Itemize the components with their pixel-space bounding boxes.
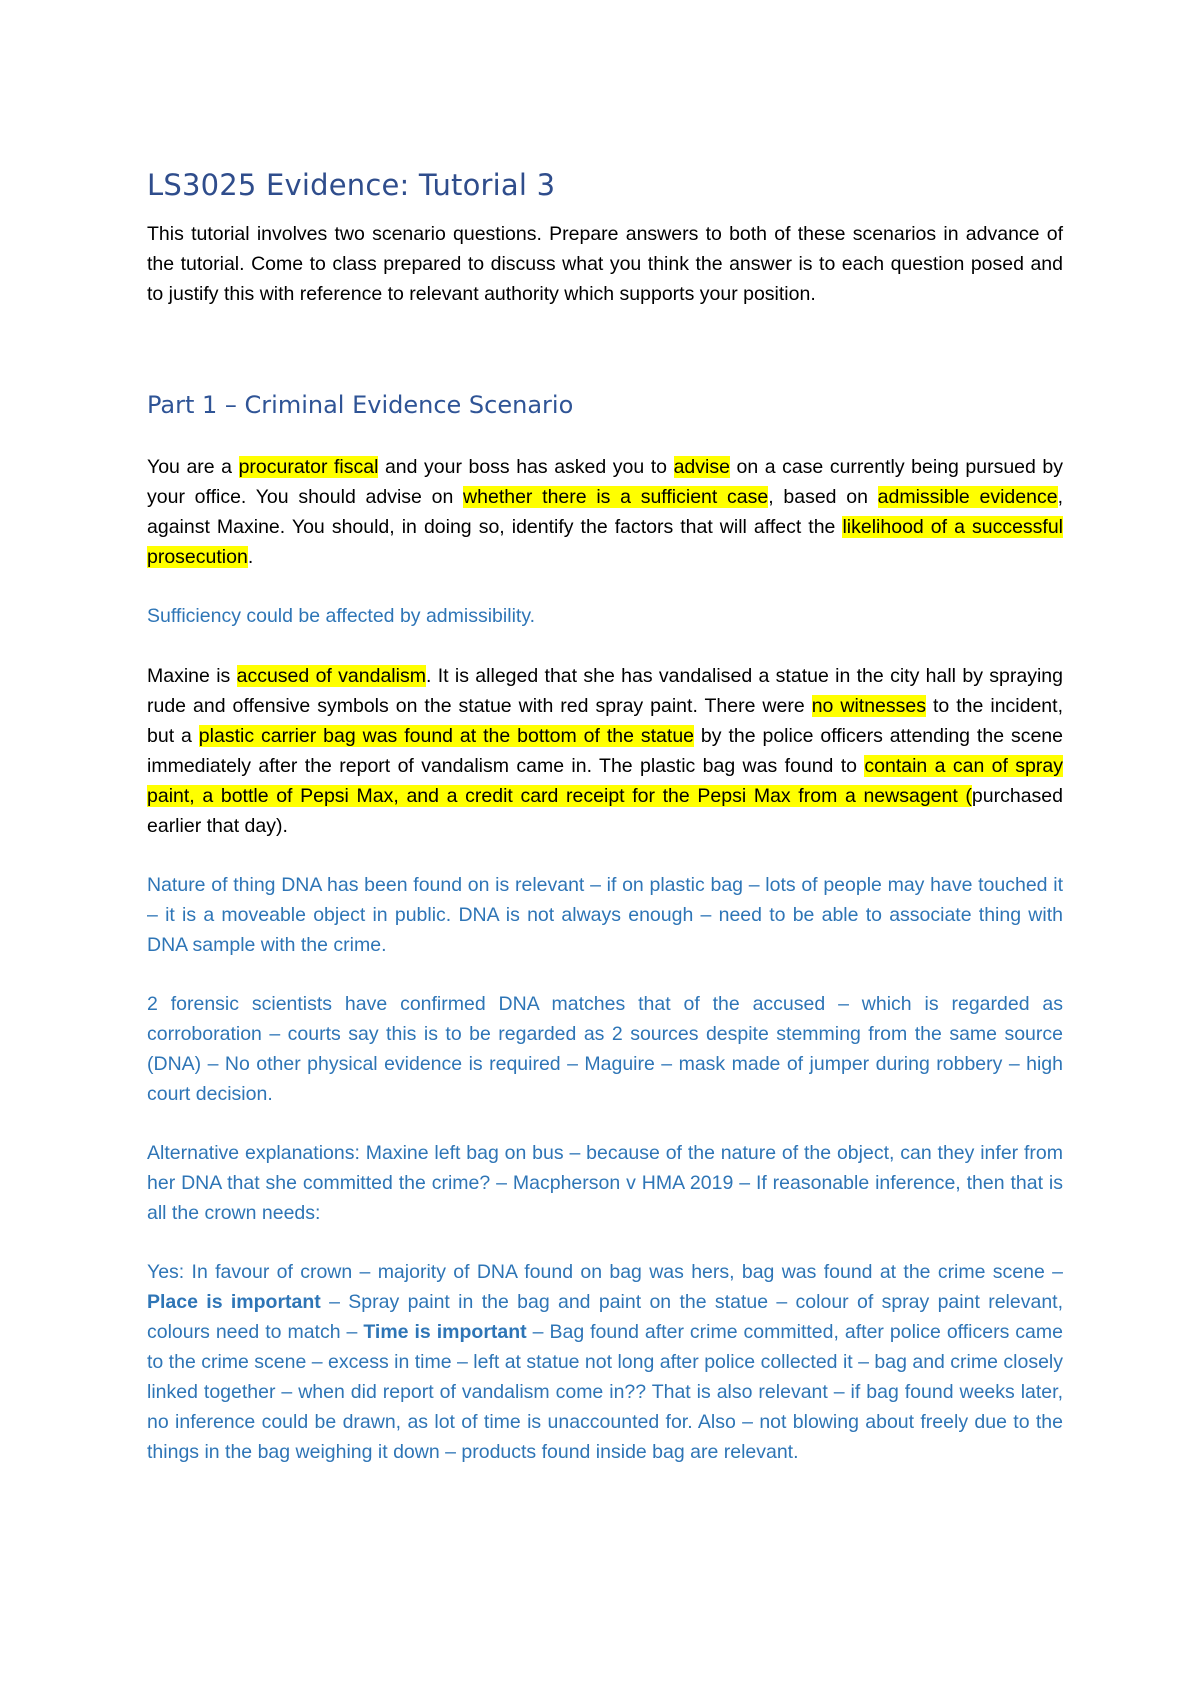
highlight-accused-of-vandalism: accused of vandalism [236, 665, 426, 687]
part1-heading: Part 1 – Criminal Evidence Scenario [147, 391, 574, 419]
note-alternative: Alternative explanations: Maxine left bag on bus – because of the nature of the object, can they infer from her DNA that she committed the crime? – Macpherson v HMA 2019 – If reasonable inference, then that is all the crown needs: [147, 1142, 1063, 1224]
highlight-successful-prosecution: likelihood of a successful prosecution [147, 516, 1064, 568]
facts-text: Maxine is [147, 665, 237, 687]
highlight-advise: advise [673, 456, 730, 478]
facts-paragraph [147, 661, 1063, 841]
facts-text: . It is alleged that she has vandalised a statue in the city hall by spraying rude and offensive symbols on the statue with red spray paint. There were [147, 665, 1063, 717]
note-dna-nature: Nature of thing DNA has been found on is relevant – if on plastic bag – lots of people may have touched it – it is a moveable object in public. DNA is not always enough – need to be able to associate thing with DNA sample with the crime. [147, 874, 1063, 956]
scenario-text: , against Maxine. You should, in doing so, identify the factors that will affect the [147, 486, 1063, 538]
intro-paragraph: This tutorial involves two scenario questions. Prepare answers to both of these scenarios in advance of the tutorial. Come to class prepared to discuss what you think the answer is to each question posed and to justify this with reference to relevant authority which supports your position. [147, 223, 1063, 305]
bold-place-is-important: Place is important [147, 1291, 321, 1313]
scenario-paragraph [147, 452, 1063, 572]
facts-text: by the police officers attending the scene immediately after the report of vandalism came in. The plastic bag was found to [147, 725, 1063, 777]
highlight-plastic-bag: plastic carrier bag was found at the bottom of the statue [198, 725, 695, 747]
note-text: – Bag found after crime committed, after police officers came to the crime scene – excess in time – left at statue not long after police collected it – bag and crime closely linked together – when did report of vandalism come in?? That is also relevant – if bag found weeks later, no inference could be drawn, as lot of time is unaccounted for. Also – not blowing about freely due to the things in the bag weighing it down – products found inside bag are relevant. [147, 1321, 1063, 1463]
document-title: LS3025 Evidence: Tutorial 3 [147, 168, 556, 202]
note-sufficiency: Sufficiency could be affected by admissibility. [147, 605, 536, 627]
highlight-sufficient-case: whether there is a sufficient case [463, 486, 769, 508]
highlight-procurator-fiscal: procurator fiscal [238, 456, 379, 478]
bold-time-is-important: Time is important [363, 1321, 527, 1343]
scenario-text: , based on [768, 486, 878, 508]
note-text: – Spray paint in the bag and paint on the statue – colour of spray paint relevant, colours need to match – [147, 1291, 1063, 1343]
highlight-admissible-evidence: admissible evidence [877, 486, 1058, 508]
note-text: Yes: In favour of crown – majority of DNA found on bag was hers, bag was found at the crime scene – [147, 1261, 1063, 1283]
facts-text: to the incident, but a [147, 695, 1063, 747]
scenario-text: You are a [147, 456, 239, 478]
highlight-no-witnesses: no witnesses [811, 695, 927, 717]
scenario-text: and your boss has asked you to [378, 456, 674, 478]
highlight-bag-contents: contain a can of spray paint, a bottle of Pepsi Max, and a credit card receipt for the Pepsi Max from a newsagent ( [147, 755, 1063, 807]
note-yes-in-favour-of-crown [147, 1257, 1063, 1467]
scenario-text: . [247, 546, 254, 568]
note-forensic: 2 forensic scientists have confirmed DNA matches that of the accused – which is regarded as corroboration – courts say this is to be regarded as 2 sources despite stemming from the same source (DNA) – No other physical evidence is required – Maguire – mask made of jumper during robbery – high court decision. [147, 993, 1063, 1105]
facts-text: purchased earlier that day). [147, 785, 1063, 837]
scenario-text: on a case currently being pursued by your office. You should advise on [147, 456, 1063, 508]
